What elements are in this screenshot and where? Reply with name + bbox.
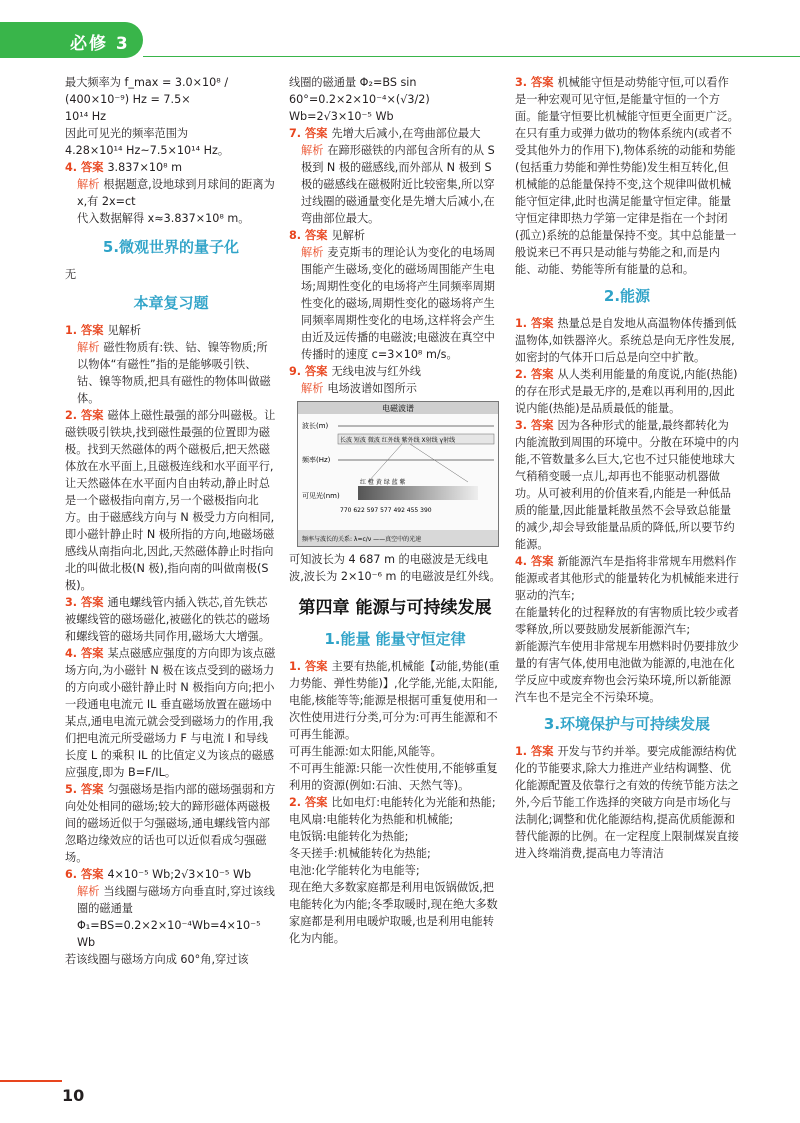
text-line: 在能量转化的过程释放的有害物质比较少或者零释放,所以要鼓励发展新能源汽车; (515, 606, 739, 636)
text-line: 因此可见光的频率范围为 (65, 127, 189, 140)
text-line: 现在绝大多数家庭都是利用电饭锅做饭,把电能转化为内能;冬季取暖时,现在绝大多数家庭都是利用电暖炉取暖,也是利用电能转化为内能。 (289, 881, 498, 945)
answer-6: 6. 答案 4×10⁻⁵ Wb;2√3×10⁻⁵ Wb (65, 868, 252, 881)
column-middle (289, 74, 501, 947)
section-heading: 5.微观世界的量子化 (102, 238, 240, 256)
answer-3: 3. 答案 通电螺线管内插入铁芯,首先铁芯被螺线管的磁场磁化,被磁化的铁芯的磁场和螺线管的磁场共同作用,磁场大大增强。 (65, 596, 270, 643)
text-line: 可再生能源:如太阳能,风能等。 (289, 745, 442, 758)
chapter-title: 第四章 能源与可持续发展 (298, 598, 492, 618)
answer-e2: 2. 答案 从人类利用能量的角度说,内能(热能)的存在形式是最无序的,是难以再利用的,因此说内能(热能)是品质最低的能量。 (515, 368, 738, 415)
answer-e4: 4. 答案 新能源汽车是指将非常规车用燃料作能源或者其他形式的能量转化为机械能来进行驱动的汽车; (515, 555, 739, 602)
visible-band (358, 486, 478, 500)
answer-7: 7. 答案 先增大后减小,在弯曲部位最大 (289, 127, 481, 140)
section-heading: 3.环境保护与可持续发展 (543, 715, 711, 733)
text-line: 电饭锅:电能转化为热能; (289, 830, 409, 843)
review-heading: 本章复习题 (133, 294, 209, 312)
spectrum-figure (297, 401, 499, 547)
analysis-1: 解析 磁性物质有:铁、钴、镍等物质;所以物体“有磁性”指的是能够吸引铁、钴、镍等物质,把具有磁性的物体叫做磁体。 (77, 341, 271, 405)
fig-bands: 长波 短波 微波 红外线 紫外线 X射线 γ射线 (340, 437, 456, 444)
fig-footer: 频率与波长的关系: λ=c/ν ——真空中的光速 (302, 536, 422, 543)
answer-1: 1. 答案 见解析 (65, 324, 142, 337)
text-line: 最大频率为 f_max = 3.0×10⁸ / (400×10⁻⁹) Hz = 7.5× (65, 76, 229, 106)
analysis-7: 解析 在蹄形磁铁的内部包含所有的从 S 极到 N 极的磁感线,而外部从 N 极到 S 极的磁感线在磁极附近比较密集,所以穿过线圈的磁通量变化是先增大后减小,在弯曲部位最大。 (301, 144, 495, 225)
fig-visible-label: 可见光(nm) (302, 492, 340, 500)
text-line: 代入数据解得 x≈3.837×10⁸ m。 (77, 212, 250, 225)
answer-g1: 1. 答案 开发与节约并举。要完成能源结构优化的节能要求,除大力推进产业结构调整、优化能源配置及依靠行之有效的传统节能方法之外,今后节能工作选择的突破方向是市场化与法制化;调整和优化能源结构,提高优质能源和替代能源的比例。在一定程度上限制煤炭直接进入终端消费,提高电力等清洁 (515, 745, 739, 860)
analysis-4: 解析 根据题意,设地球到月球间的距离为 x,有 2x=ct (77, 178, 275, 208)
header-rule (143, 56, 800, 57)
answer-e3: 3. 答案 因为各种形式的能量,最终都转化为内能流散到周围的环境中。分散在环境中的内能,不管数量多么巨大,它也不过只能使地球大气稍稍变暖一点儿,却再也不能驱动机器做功。从可被利用的价值来看,内能是一种低品质的能量,因此能量耗散虽然不会导致总能量的减少,却会导致能量品质的降低,所以要节约能源。 (515, 419, 739, 551)
answer-s3: 3. 答案 机械能守恒是动势能守恒,可以看作是一种宏观可见守恒,是能量守恒的一个方面。能量守恒要比机械能守恒更全面更广泛。在只有重力或弹力做功的物体系统内(或者不受其他外力的作用下),物体系统的动能和势能(包括重力势能和弹性势能)发生相互转化,但机械能的总能量保持不变,这个规律叫做机械能守恒定律,此时也满足能量守恒定律。能量守恒定律即热力学第一定律是指在一个封闭(孤立)系统的总能量保持不变。其中总能量一般说来已不再只是动能与势能之和,而是内能、动能、势能等所有能量的总和。 (515, 76, 739, 276)
column-left (65, 74, 277, 968)
fig-wavelength-label: 波长(m) (302, 422, 329, 430)
answer-5: 5. 答案 匀强磁场是指内部的磁场强弱和方向处处相同的磁场;较大的蹄形磁体两磁极间的磁场近似于匀强磁场,通电螺线管内部忽略边缘效应的话也可以近似看成匀强磁场。 (65, 783, 276, 864)
column-right (515, 74, 739, 862)
analysis-8: 解析 麦克斯韦的理论认为变化的电场周围能产生磁场,变化的磁场周围能产生电场;周期性变化的电场将产生同频率周期性变化的磁场,周期性变化的磁场将产生同频率周期性变化的电场,这样将会产生由近及远传播的电磁波;电磁波在真空中传播时的速度 c=3×10⁸ m/s。 (301, 246, 496, 361)
fig-title: 电磁波谱 (382, 404, 414, 413)
text-line: 若该线圈与磁场方向成 60°角,穿过该 (65, 953, 249, 966)
section-heading: 1.能量 能量守恒定律 (324, 630, 466, 648)
answer-9: 9. 答案 无线电波与红外线 (289, 365, 421, 378)
text-line: 无 (65, 268, 77, 281)
answer-s1: 1. 答案 主要有热能,机械能【动能,势能(重力势能、弹性势能)】,化学能,光能,太阳能,电能,核能等等;能源是根据可重复使用和一次性使用进行分类,可分为:可再生能源和不可再生能源。 (289, 660, 500, 741)
page-number-rule (0, 1080, 62, 1082)
text-line: 不可再生能源:只能一次性使用,不能够重复利用的资源(例如:石油、天然气等)。 (289, 762, 498, 792)
page-number: 10 (62, 1086, 85, 1105)
text-line: 电风扇:电能转化为热能和机械能; (289, 813, 454, 826)
answer-s2: 2. 答案 比如电灯:电能转化为光能和热能; (289, 796, 496, 809)
answer-2: 2. 答案 磁体上磁性最强的部分叫磁极。让磁铁吸引铁块,找到磁性最强的位置即为磁极。找到天然磁体的两个磁极后,把天然磁体放在水平面上,且磁极连线和水平面平行,让天然磁体在水平面内自由转动,静止时总是一个磁极指向南方,另一个磁极指向北方。由于磁感线方向与 N 极受力方向相同,即小磁针静止时 N 极所指的方向,地磁场磁感线从南指向北,因此,天然磁体静止时指向北的叫做北极(N 极),指向南的叫做南极(S 极)。 (65, 409, 276, 592)
analysis-6: 解析 当线圈与磁场方向垂直时,穿过该线圈的磁通量 Φ₁=BS=0.2×2×10⁻⁴Wb=4×10⁻⁵ Wb (77, 885, 275, 949)
text-line: 10¹⁴ Hz (65, 110, 107, 123)
text-line: 可知波长为 4 687 m 的电磁波是无线电波,波长为 2×10⁻⁶ m 的电磁波是红外线。 (289, 553, 501, 583)
volume-label: 必修 3 (70, 34, 130, 54)
analysis-9: 解析 电场波谱如图所示 (301, 382, 417, 395)
text-line: 线圈的磁通量 Φ₂=BS sin 60°=0.2×2×10⁻⁴×(√3/2) Wb=2√3×10⁻⁵ Wb (289, 76, 430, 123)
text-line: 冬天搓手:机械能转化为热能; (289, 847, 431, 860)
text-line: 新能源汽车使用非常规车用燃料时仍要排放少量的有害气体,使用电池做为能源的,电池在化学反应中或废弃物也会污染环境,所以新能源汽车也不是完全不污染环境。 (515, 640, 739, 704)
fig-colors: 红 橙 黄 绿 蓝 紫 (360, 479, 406, 486)
answer-e1: 1. 答案 热量总是自发地从高温物体传播到低温物体,如铁器淬火。系统总是向无序性发展,如密封的气体开口后总是向空中扩散。 (515, 317, 737, 364)
zoom-line-left (368, 444, 402, 482)
textbook-volume-tab (0, 22, 143, 58)
text-line: 电池:化学能转化为电能等; (289, 864, 420, 877)
answer-4b: 4. 答案 某点磁感应强度的方向即为该点磁场方向,为小磁针 N 极在该点受到的磁场力的方向或小磁针静止时 N 极指向方向;把小一段通电电流元 IL 垂直磁场放置在磁场中某点,通电电流元就会受到磁场力的作用,我们把电流元所受磁场力 F 与电流 I 和导线长度 L 的乘积 IL 的比值定义为该点的磁感应强度,即为 B=F/IL。 (65, 647, 276, 779)
fig-frequency-label: 频率(Hz) (302, 456, 331, 464)
text-line: 4.28×10¹⁴ Hz~7.5×10¹⁴ Hz。 (65, 144, 230, 157)
spectrum-diagram (298, 402, 498, 546)
zoom-line-right (410, 444, 468, 482)
answer-4: 4. 答案 3.837×10⁸ m (65, 161, 183, 174)
answer-8: 8. 答案 见解析 (289, 229, 366, 242)
section-heading: 2.能源 (603, 287, 651, 305)
fig-numbers: 770 622 597 577 492 455 390 (340, 507, 432, 514)
